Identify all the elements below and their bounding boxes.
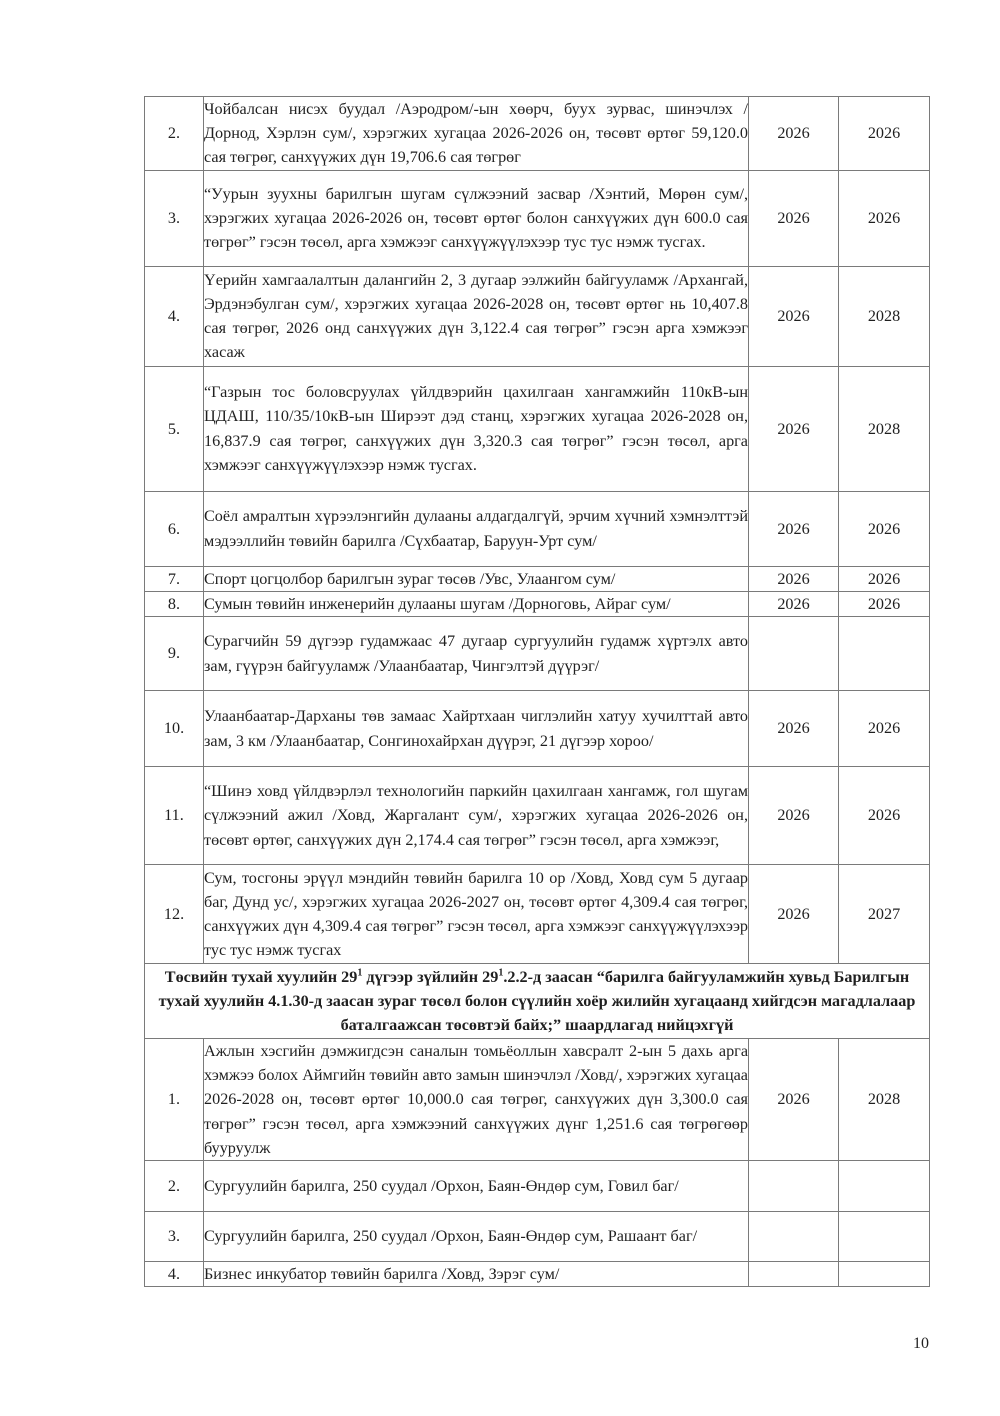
table-row xyxy=(145,617,930,691)
row-number: 6. xyxy=(145,491,204,566)
section-header-text-b: дүгээр зүйлийн 29 xyxy=(362,967,499,986)
end-year: 2026 xyxy=(839,170,930,266)
end-year xyxy=(839,617,930,691)
row-description: Чойбалсан нисэх буудал /Аэродром/-ын хөөрч, буух зурвас, шинэчлэх /Дорнод, Хэрлэн сум/, хэрэгжих хугацаа 2026-2026 он, төсөвт өртөг 59,120.0 сая төгрөг, санхүүжих дүн 19,706.6 сая төгрөг xyxy=(204,97,749,171)
end-year: 2027 xyxy=(839,865,930,964)
start-year: 2026 xyxy=(749,491,839,566)
section-header-text-c: .2.2-д заасан “барилга байгууламжийн хувьд Барилгын тухай хуулийн 4.1.30-д заасан зураг төсөл болон сүүлийн хоёр жилийн хугацаанд хийгдсэн магадлалаар баталгаажсан төсөвтэй байх;” шаардлагад нийцэхгүй xyxy=(158,967,916,1035)
end-year: 2026 xyxy=(839,591,930,616)
row-number: 2. xyxy=(145,1161,204,1212)
row-description: “Уурын зуухны барилгын шугам сүлжээний засвар /Хэнтий, Мөрөн сум/, хэрэгжих хугацаа 2026-2026 он, төсөвт өртөг болон санхүүжих дүн 600.0 сая төгрөг” гэсэн төсөл, арга хэмжээг санхүүжүүлэхээр тус тус нэмж тусгах. xyxy=(204,170,749,266)
row-number: 3. xyxy=(145,1212,204,1262)
end-year: 2028 xyxy=(839,1039,930,1161)
table-row xyxy=(145,1039,930,1161)
start-year xyxy=(749,1212,839,1262)
end-year xyxy=(839,1212,930,1262)
start-year xyxy=(749,1161,839,1212)
row-number: 8. xyxy=(145,591,204,616)
start-year: 2026 xyxy=(749,1039,839,1161)
row-number: 3. xyxy=(145,170,204,266)
row-description: Сургуулийн барилга, 250 суудал /Орхон, Баян-Өндөр сум, Говил баг/ xyxy=(204,1161,749,1212)
row-number: 2. xyxy=(145,97,204,171)
row-description: Бизнес инкубатор төвийн барилга /Ховд, Зэрэг сум/ xyxy=(204,1262,749,1287)
row-description: Соёл амралтын хүрээлэнгийн дулааны алдагдалгүй, эрчим хүчний хэмнэлттэй мэдээллийн төвийн барилга /Сүхбаатар, Баруун-Урт сум/ xyxy=(204,491,749,566)
row-description: Сум, тосгоны эрүүл мэндийн төвийн барилга 10 ор /Ховд, Ховд сум 5 дугаар баг, Дунд ус/, хэрэгжих хугацаа 2026-2027 он, төсөвт өртөг 4,309.4 сая төгрөг, санхүүжих дүн 4,309.4 сая төгрөг” гэсэн төсөл, арга хэмжээг санхүүжүүлэхээр тус тус нэмж тусгах xyxy=(204,865,749,964)
table-row xyxy=(145,691,930,767)
end-year: 2026 xyxy=(839,491,930,566)
start-year xyxy=(749,1262,839,1287)
start-year: 2026 xyxy=(749,170,839,266)
projects-table xyxy=(144,96,930,1287)
row-description: Спорт цогцолбор барилгын зураг төсөв /Увс, Улаангом сум/ xyxy=(204,566,749,591)
row-description: Сурагчийн 59 дүгээр гудамжаас 47 дугаар сургуулийн гудамж хүртэлх авто зам, гүүрэн байгууламж /Улаанбаатар, Чингэлтэй дүүрэг/ xyxy=(204,617,749,691)
row-description: Үерийн хамгаалалтын далангийн 2, 3 дугаар ээлжийн байгууламж /Архангай, Эрдэнэбулган сум/, хэрэгжих хугацаа 2026-2028 он, төсөвт өртөг нь 10,407.8 сая төгрөг, 2026 онд санхүүжих дүн 3,122.4 сая төгрөг” гэсэн арга хэмжээг хасаж xyxy=(204,266,749,366)
row-description: Сумын төвийн инженерийн дулааны шугам /Дорноговь, Айраг сум/ xyxy=(204,591,749,616)
row-description: Улаанбаатар-Дарханы төв замаас Хайртхаан чиглэлийн хатуу хучилттай авто зам, 3 км /Улаанбаатар, Сонгинохайрхан дүүрэг, 21 дүгээр хороо/ xyxy=(204,691,749,767)
row-number: 1. xyxy=(145,1039,204,1161)
superscript: 1 xyxy=(357,967,363,979)
section-header xyxy=(145,964,930,1039)
table-row xyxy=(145,1161,930,1212)
table-row xyxy=(145,591,930,616)
row-number: 11. xyxy=(145,767,204,865)
end-year xyxy=(839,1161,930,1212)
row-number: 4. xyxy=(145,1262,204,1287)
table-row xyxy=(145,491,930,566)
table-row xyxy=(145,865,930,964)
superscript: 1 xyxy=(498,967,504,979)
row-description: Ажлын хэсгийн дэмжигдсэн саналын томьёоллын хавсралт 2-ын 5 дахь арга хэмжээ болох Аймгийн төвийн авто замын шинэчлэл /Ховд/, хэрэгжих хугацаа 2026-2028 он, төсөвт өртөг 10,000.0 сая төгрөг, санхүүжих дүн 3,300.0 сая төгрөг” гэсэн төсөл, арга хэмжээний санхүүжих дүнг 1,251.6 сая төгрөгөөр бууруулж xyxy=(204,1039,749,1161)
page-number: 10 xyxy=(913,1335,929,1352)
end-year: 2026 xyxy=(839,97,930,171)
table-row xyxy=(145,566,930,591)
row-number: 10. xyxy=(145,691,204,767)
start-year xyxy=(749,617,839,691)
row-number: 9. xyxy=(145,617,204,691)
end-year: 2028 xyxy=(839,366,930,491)
row-description: “Газрын тос боловсруулах үйлдвэрийн цахилгаан хангамжийн 110кВ-ын ЦДАШ, 110/35/10кВ-ын Ширээт дэд станц, хэрэгжих хугацаа 2026-2028 он, 16,837.9 сая төгрөг, санхүүжих дүн 3,320.3 сая төгрөг” гэсэн төсөл, арга хэмжээг санхүүжүүлэхээр нэмж тусгах. xyxy=(204,366,749,491)
end-year: 2026 xyxy=(839,691,930,767)
end-year: 2026 xyxy=(839,767,930,865)
end-year xyxy=(839,1262,930,1287)
section-header-row xyxy=(145,964,930,1039)
start-year: 2026 xyxy=(749,865,839,964)
table-row xyxy=(145,97,930,171)
row-number: 12. xyxy=(145,865,204,964)
table-row xyxy=(145,1262,930,1287)
table-row xyxy=(145,266,930,366)
start-year: 2026 xyxy=(749,566,839,591)
row-description: Сургуулийн барилга, 250 суудал /Орхон, Баян-Өндөр сум, Рашаант баг/ xyxy=(204,1212,749,1262)
start-year: 2026 xyxy=(749,591,839,616)
table-row xyxy=(145,767,930,865)
row-description: “Шинэ ховд үйлдвэрлэл технологийн паркийн цахилгаан хангамж, гол шугам сүлжээний ажил /Ховд, Жаргалант сум/, хэрэгжих хугацаа 2026-2026 он, төсөвт өртөг, санхүүжих дүн 2,174.4 сая төгрөг” гэсэн төсөл, арга хэмжээг, xyxy=(204,767,749,865)
row-number: 5. xyxy=(145,366,204,491)
table-row xyxy=(145,366,930,491)
table-row xyxy=(145,170,930,266)
start-year: 2026 xyxy=(749,97,839,171)
table-row xyxy=(145,1212,930,1262)
start-year: 2026 xyxy=(749,366,839,491)
row-number: 4. xyxy=(145,266,204,366)
start-year: 2026 xyxy=(749,767,839,865)
start-year: 2026 xyxy=(749,691,839,767)
end-year: 2026 xyxy=(839,566,930,591)
start-year: 2026 xyxy=(749,266,839,366)
end-year: 2028 xyxy=(839,266,930,366)
section-header-text-a: Төсвийн тухай хуулийн 29 xyxy=(164,967,358,986)
row-number: 7. xyxy=(145,566,204,591)
